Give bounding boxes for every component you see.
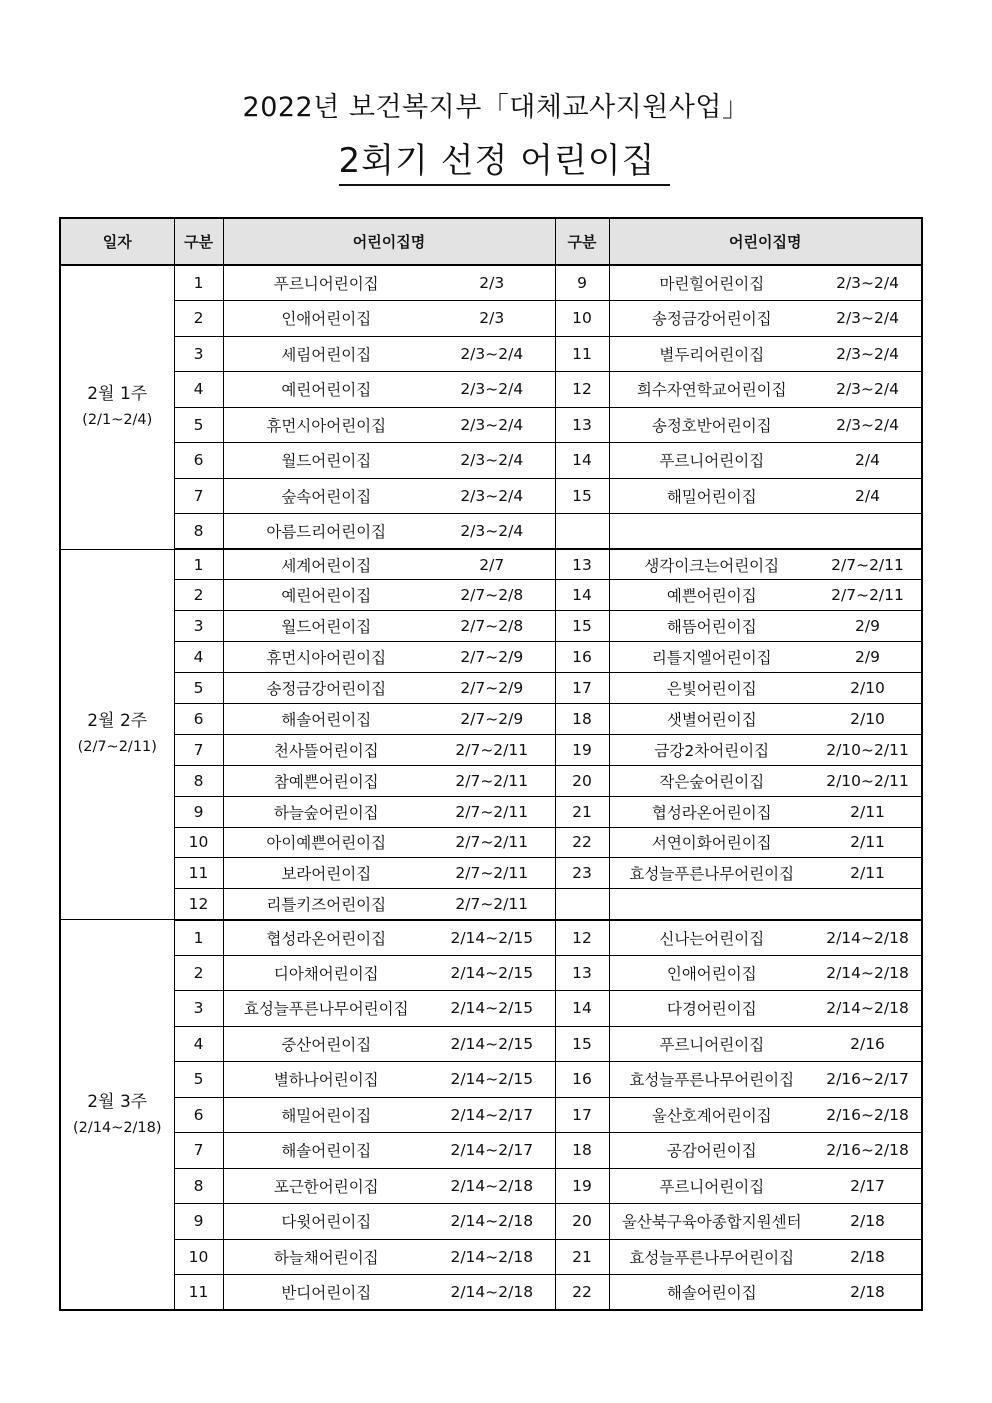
row-number-2: 21 xyxy=(555,796,609,827)
table-row xyxy=(60,1204,922,1240)
center-name: 푸르니어린이집 xyxy=(223,265,429,301)
week-label: 2월 3주 xyxy=(87,1091,148,1112)
table-row xyxy=(60,827,922,858)
period-2: 2/10 xyxy=(814,703,922,734)
header-no-2: 구분 xyxy=(555,218,609,265)
row-number-2: 14 xyxy=(555,443,609,479)
week-range: (2/1~2/4) xyxy=(82,412,153,429)
center-name: 협성라온어린이집 xyxy=(223,920,429,956)
row-number: 11 xyxy=(174,858,223,889)
week-2-group xyxy=(60,549,922,920)
center-name-2: 송정금강어린이집 xyxy=(609,301,814,337)
center-name: 해밀어린이집 xyxy=(223,1097,429,1133)
period: 2/14~2/15 xyxy=(429,1026,555,1062)
period-2: 2/16~2/18 xyxy=(814,1097,922,1133)
period: 2/14~2/17 xyxy=(429,1133,555,1169)
row-number-2: 12 xyxy=(555,920,609,956)
table-row xyxy=(60,955,922,991)
center-name: 중산어린이집 xyxy=(223,1026,429,1062)
row-number: 4 xyxy=(174,642,223,673)
center-name-2 xyxy=(609,514,814,550)
center-name: 해솔어린이집 xyxy=(223,1133,429,1169)
document-subtitle-text: 2회기 선정 어린이집 xyxy=(339,138,670,186)
row-number: 6 xyxy=(174,703,223,734)
center-name: 숲속어린이집 xyxy=(223,478,429,514)
table-row xyxy=(60,549,922,580)
period: 2/3~2/4 xyxy=(429,514,555,550)
row-number-2: 15 xyxy=(555,611,609,642)
row-number-2: 16 xyxy=(555,1062,609,1098)
row-number-2: 13 xyxy=(555,407,609,443)
period-2: 2/10~2/11 xyxy=(814,734,922,765)
row-number-2 xyxy=(555,889,609,920)
center-name-2: 금강2차어린이집 xyxy=(609,734,814,765)
period: 2/14~2/15 xyxy=(429,955,555,991)
center-name-2: 해솔어린이집 xyxy=(609,1275,814,1311)
week-label: 2월 1주 xyxy=(87,384,148,405)
center-name-2: 효성늘푸른나무어린이집 xyxy=(609,1062,814,1098)
center-name-2: 예쁜어린이집 xyxy=(609,580,814,611)
period-2: 2/9 xyxy=(814,611,922,642)
center-name: 휴먼시아어린이집 xyxy=(223,407,429,443)
row-number: 2 xyxy=(174,955,223,991)
row-number: 1 xyxy=(174,920,223,956)
center-name: 참예쁜어린이집 xyxy=(223,765,429,796)
row-number: 3 xyxy=(174,991,223,1027)
period-2: 2/16~2/17 xyxy=(814,1062,922,1098)
table-row xyxy=(60,734,922,765)
row-number-2 xyxy=(555,514,609,550)
period-2: 2/14~2/18 xyxy=(814,955,922,991)
center-name: 다윗어린이집 xyxy=(223,1204,429,1240)
center-name-2: 푸르니어린이집 xyxy=(609,1026,814,1062)
period: 2/14~2/15 xyxy=(429,1062,555,1098)
period-2: 2/4 xyxy=(814,478,922,514)
period: 2/3~2/4 xyxy=(429,478,555,514)
center-name: 리틀키즈어린이집 xyxy=(223,889,429,920)
center-name-2: 마린힐어린이집 xyxy=(609,265,814,301)
table-row xyxy=(60,580,922,611)
period: 2/7~2/8 xyxy=(429,580,555,611)
table-row xyxy=(60,611,922,642)
center-name-2: 울산호계어린이집 xyxy=(609,1097,814,1133)
center-name: 디아채어린이집 xyxy=(223,955,429,991)
period-2 xyxy=(814,889,922,920)
header-name-2: 어린이집명 xyxy=(609,218,922,265)
period: 2/3~2/4 xyxy=(429,407,555,443)
selection-table xyxy=(59,217,923,1311)
row-number: 8 xyxy=(174,765,223,796)
center-name: 하늘채어린이집 xyxy=(223,1239,429,1275)
period: 2/3 xyxy=(429,301,555,337)
period: 2/3~2/4 xyxy=(429,443,555,479)
period: 2/7~2/11 xyxy=(429,858,555,889)
week-1-group xyxy=(60,265,922,549)
row-number-2: 21 xyxy=(555,1239,609,1275)
period: 2/7~2/11 xyxy=(429,827,555,858)
center-name-2: 효성늘푸른나무어린이집 xyxy=(609,1239,814,1275)
row-number-2: 10 xyxy=(555,301,609,337)
period-2: 2/9 xyxy=(814,642,922,673)
week-label: 2월 2주 xyxy=(87,711,148,732)
table-row xyxy=(60,1062,922,1098)
table-row xyxy=(60,858,922,889)
header-no: 구분 xyxy=(174,218,223,265)
period-2: 2/14~2/18 xyxy=(814,991,922,1027)
header-date: 일자 xyxy=(60,218,174,265)
center-name: 천사뜰어린이집 xyxy=(223,734,429,765)
row-number: 10 xyxy=(174,827,223,858)
center-name: 포근한어린이집 xyxy=(223,1168,429,1204)
week-range: (2/7~2/11) xyxy=(77,739,157,756)
center-name-2: 다경어린이집 xyxy=(609,991,814,1027)
center-name: 아름드리어린이집 xyxy=(223,514,429,550)
row-number-2: 18 xyxy=(555,703,609,734)
row-number: 6 xyxy=(174,1097,223,1133)
row-number-2: 20 xyxy=(555,765,609,796)
row-number-2: 9 xyxy=(555,265,609,301)
period-2: 2/7~2/11 xyxy=(814,580,922,611)
period-2: 2/14~2/18 xyxy=(814,920,922,956)
period: 2/7 xyxy=(429,549,555,580)
center-name: 세계어린이집 xyxy=(223,549,429,580)
center-name: 송정금강어린이집 xyxy=(223,673,429,704)
row-number-2: 22 xyxy=(555,827,609,858)
row-number: 8 xyxy=(174,514,223,550)
center-name-2: 신나는어린이집 xyxy=(609,920,814,956)
center-name-2: 협성라온어린이집 xyxy=(609,796,814,827)
row-number-2: 14 xyxy=(555,991,609,1027)
period: 2/7~2/9 xyxy=(429,703,555,734)
period-2: 2/3~2/4 xyxy=(814,301,922,337)
center-name: 휴먼시아어린이집 xyxy=(223,642,429,673)
period: 2/14~2/18 xyxy=(429,1168,555,1204)
period-2: 2/17 xyxy=(814,1168,922,1204)
row-number: 3 xyxy=(174,336,223,372)
table-row xyxy=(60,1133,922,1169)
period-2: 2/3~2/4 xyxy=(814,265,922,301)
row-number: 4 xyxy=(174,1026,223,1062)
row-number: 2 xyxy=(174,580,223,611)
row-number: 9 xyxy=(174,1204,223,1240)
row-number: 10 xyxy=(174,1239,223,1275)
period: 2/14~2/17 xyxy=(429,1097,555,1133)
center-name: 보라어린이집 xyxy=(223,858,429,889)
period-2: 2/3~2/4 xyxy=(814,407,922,443)
center-name-2: 리틀지엘어린이집 xyxy=(609,642,814,673)
row-number: 12 xyxy=(174,889,223,920)
row-number: 5 xyxy=(174,1062,223,1098)
period: 2/14~2/18 xyxy=(429,1239,555,1275)
row-number-2: 22 xyxy=(555,1275,609,1311)
row-number-2: 17 xyxy=(555,673,609,704)
table-row xyxy=(60,1168,922,1204)
row-number-2: 12 xyxy=(555,372,609,408)
center-name: 해솔어린이집 xyxy=(223,703,429,734)
center-name-2: 샛별어린이집 xyxy=(609,703,814,734)
table-row xyxy=(60,703,922,734)
week-date-cell xyxy=(60,920,174,1311)
row-number-2: 16 xyxy=(555,642,609,673)
document-title: 2022년 보건복지부「대체교사지원사업」 xyxy=(242,92,750,123)
center-name: 예린어린이집 xyxy=(223,372,429,408)
center-name-2: 푸르니어린이집 xyxy=(609,1168,814,1204)
center-name: 세림어린이집 xyxy=(223,336,429,372)
period-2: 2/16 xyxy=(814,1026,922,1062)
center-name: 인애어린이집 xyxy=(223,301,429,337)
row-number-2: 13 xyxy=(555,549,609,580)
center-name-2: 해뜸어린이집 xyxy=(609,611,814,642)
period: 2/7~2/9 xyxy=(429,673,555,704)
center-name: 하늘숲어린이집 xyxy=(223,796,429,827)
center-name: 아이예쁜어린이집 xyxy=(223,827,429,858)
row-number: 7 xyxy=(174,734,223,765)
table-row xyxy=(60,1026,922,1062)
table-row xyxy=(60,991,922,1027)
period-2: 2/11 xyxy=(814,796,922,827)
center-name-2: 공감어린이집 xyxy=(609,1133,814,1169)
center-name-2: 인애어린이집 xyxy=(609,955,814,991)
period-2: 2/18 xyxy=(814,1204,922,1240)
table-row xyxy=(60,796,922,827)
table-row xyxy=(60,1239,922,1275)
period-2: 2/11 xyxy=(814,858,922,889)
row-number: 5 xyxy=(174,407,223,443)
period-2 xyxy=(814,514,922,550)
table-row xyxy=(60,265,922,301)
table-row xyxy=(60,673,922,704)
row-number: 7 xyxy=(174,478,223,514)
center-name: 효성늘푸른나무어린이집 xyxy=(223,991,429,1027)
row-number: 11 xyxy=(174,1275,223,1311)
row-number: 9 xyxy=(174,796,223,827)
period-2: 2/11 xyxy=(814,827,922,858)
period: 2/7~2/11 xyxy=(429,765,555,796)
row-number: 4 xyxy=(174,372,223,408)
table-row xyxy=(60,1275,922,1311)
center-name-2: 해밀어린이집 xyxy=(609,478,814,514)
period-2: 2/10~2/11 xyxy=(814,765,922,796)
row-number: 1 xyxy=(174,549,223,580)
table-header-row xyxy=(60,218,922,265)
center-name-2: 효성늘푸른나무어린이집 xyxy=(609,858,814,889)
row-number-2: 23 xyxy=(555,858,609,889)
period-2: 2/18 xyxy=(814,1275,922,1311)
row-number-2: 13 xyxy=(555,955,609,991)
row-number: 8 xyxy=(174,1168,223,1204)
row-number-2: 15 xyxy=(555,478,609,514)
week-range: (2/14~2/18) xyxy=(72,1119,162,1136)
period: 2/7~2/11 xyxy=(429,734,555,765)
row-number: 6 xyxy=(174,443,223,479)
row-number: 3 xyxy=(174,611,223,642)
row-number-2: 15 xyxy=(555,1026,609,1062)
period-2: 2/3~2/4 xyxy=(814,372,922,408)
week-date-cell xyxy=(60,549,174,920)
period-2: 2/10 xyxy=(814,673,922,704)
period-2: 2/3~2/4 xyxy=(814,336,922,372)
table-row xyxy=(60,372,922,408)
table-row xyxy=(60,443,922,479)
period: 2/7~2/11 xyxy=(429,796,555,827)
period: 2/14~2/18 xyxy=(429,1275,555,1311)
period: 2/3~2/4 xyxy=(429,336,555,372)
center-name: 별하나어린이집 xyxy=(223,1062,429,1098)
row-number-2: 14 xyxy=(555,580,609,611)
center-name: 월드어린이집 xyxy=(223,611,429,642)
center-name-2: 생각이크는어린이집 xyxy=(609,549,814,580)
center-name-2: 은빛어린이집 xyxy=(609,673,814,704)
row-number-2: 18 xyxy=(555,1133,609,1169)
table-row xyxy=(60,1097,922,1133)
center-name-2: 별두리어린이집 xyxy=(609,336,814,372)
center-name-2: 송정호반어린이집 xyxy=(609,407,814,443)
table-row xyxy=(60,642,922,673)
row-number: 1 xyxy=(174,265,223,301)
row-number-2: 17 xyxy=(555,1097,609,1133)
center-name-2: 푸르니어린이집 xyxy=(609,443,814,479)
week-3-group xyxy=(60,920,922,1311)
center-name: 예린어린이집 xyxy=(223,580,429,611)
row-number: 7 xyxy=(174,1133,223,1169)
row-number-2: 19 xyxy=(555,734,609,765)
period: 2/3~2/4 xyxy=(429,372,555,408)
row-number-2: 19 xyxy=(555,1168,609,1204)
center-name-2: 작은숲어린이집 xyxy=(609,765,814,796)
row-number: 2 xyxy=(174,301,223,337)
period: 2/14~2/18 xyxy=(429,1204,555,1240)
period: 2/7~2/9 xyxy=(429,642,555,673)
header-name: 어린이집명 xyxy=(223,218,555,265)
row-number-2: 11 xyxy=(555,336,609,372)
week-date-cell xyxy=(60,265,174,549)
center-name: 월드어린이집 xyxy=(223,443,429,479)
period-2: 2/7~2/11 xyxy=(814,549,922,580)
period: 2/14~2/15 xyxy=(429,920,555,956)
table-row xyxy=(60,514,922,550)
center-name-2: 희수자연학교어린이집 xyxy=(609,372,814,408)
table-row xyxy=(60,301,922,337)
period: 2/14~2/15 xyxy=(429,991,555,1027)
period: 2/7~2/11 xyxy=(429,889,555,920)
center-name-2: 서연이화어린이집 xyxy=(609,827,814,858)
period-2: 2/4 xyxy=(814,443,922,479)
center-name-2: 울산북구육아종합지원센터 xyxy=(609,1204,814,1240)
table-row xyxy=(60,336,922,372)
period-2: 2/16~2/18 xyxy=(814,1133,922,1169)
period-2: 2/18 xyxy=(814,1239,922,1275)
row-number: 5 xyxy=(174,673,223,704)
center-name-2 xyxy=(609,889,814,920)
table-row xyxy=(60,920,922,956)
row-number-2: 20 xyxy=(555,1204,609,1240)
table-row xyxy=(60,889,922,920)
table-row xyxy=(60,765,922,796)
period: 2/7~2/8 xyxy=(429,611,555,642)
table-row xyxy=(60,478,922,514)
table-row xyxy=(60,407,922,443)
document-subtitle xyxy=(0,138,992,186)
center-name: 반디어린이집 xyxy=(223,1275,429,1311)
period: 2/3 xyxy=(429,265,555,301)
